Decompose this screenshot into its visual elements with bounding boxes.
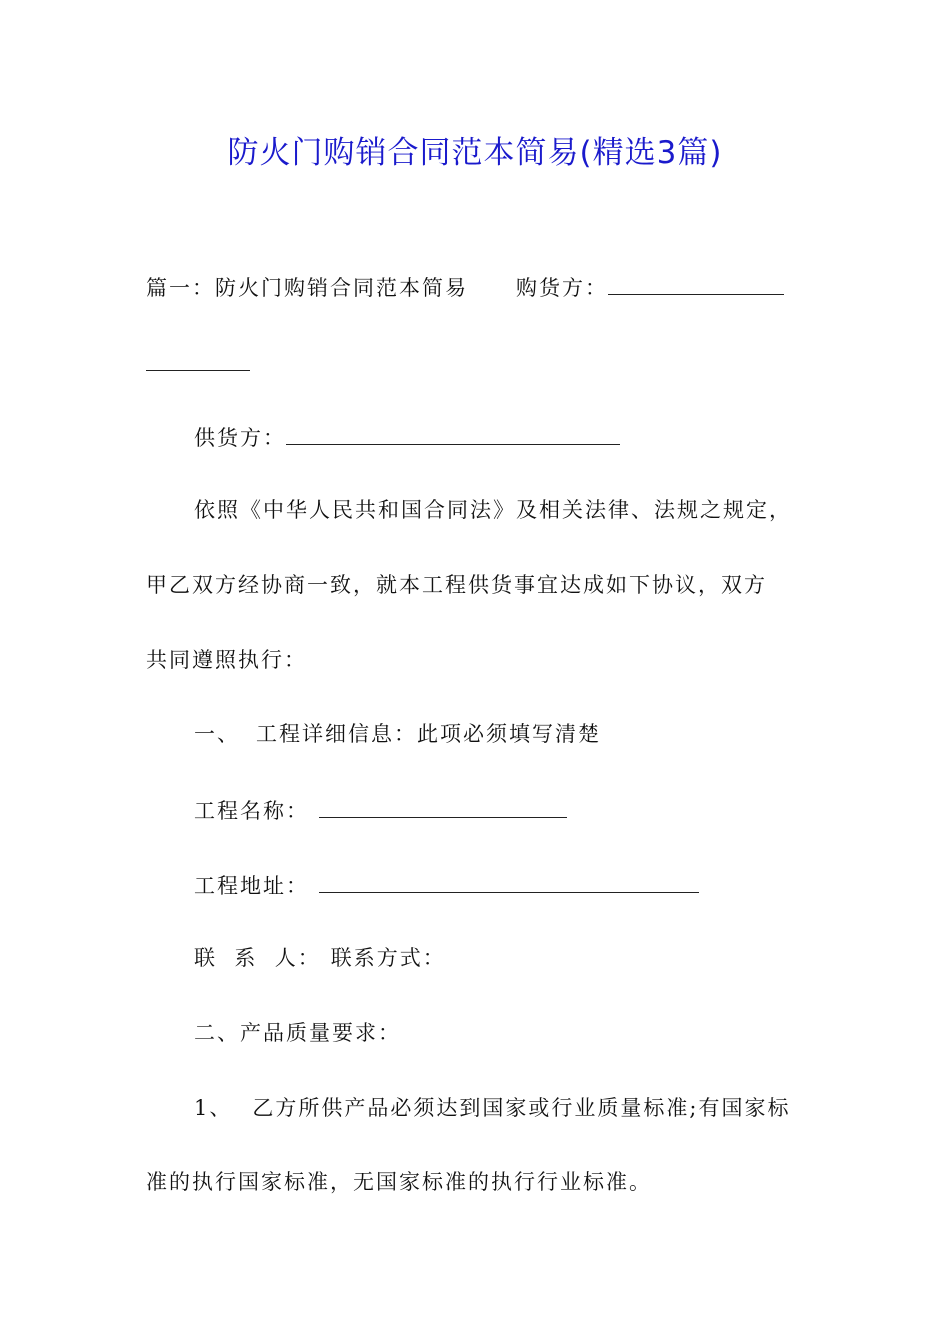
buyer-label: 购货方： [516,276,608,300]
paragraph-line: 共同遵照执行： [146,648,307,672]
buyer-blank-2 [146,344,250,371]
item-1-line [194,1090,790,1126]
project-name-label: 工程名称： [194,799,309,823]
contact-line [194,940,446,976]
section-number: 一、 [194,722,240,746]
buyer-blank [608,268,784,295]
paragraph-line: 依照《中华人民共和国合同法》及相关法律、法规之规定， [194,498,792,522]
document-title: 防火门购销合同范本简易(精选3篇) [227,135,723,171]
item-1-continuation: 准的执行国家标准，无国家标准的执行行业标准。 [146,1170,652,1194]
supplier-label: 供货方： [194,426,286,450]
supplier-blank [286,418,620,445]
section-1-heading [194,716,601,752]
section-2-heading: 二、产品质量要求： [194,1021,401,1045]
buyer-blank-continuation [146,344,250,382]
contact-method-label: 联系方式： [330,946,446,970]
project-address-label: 工程地址： [194,874,309,898]
supplier-line [194,418,620,456]
paragraph-line: 甲乙双方经协商一致，就本工程供货事宜达成如下协议，双方 [146,573,767,597]
project-name-blank [319,791,567,818]
project-name-line [194,791,567,829]
item-text: 乙方所供产品必须达到国家或行业质量标准;有国家标 [252,1096,791,1120]
project-address-line [194,866,699,904]
section-text: 工程详细信息：此项必须填写清楚 [256,722,601,746]
contact-label: 联 系 人： [194,946,321,970]
item-number: 1、 [194,1096,233,1120]
heading-line-1 [146,268,784,306]
project-address-blank [319,866,699,893]
section-heading: 篇一：防火门购销合同范本简易 [146,276,468,300]
